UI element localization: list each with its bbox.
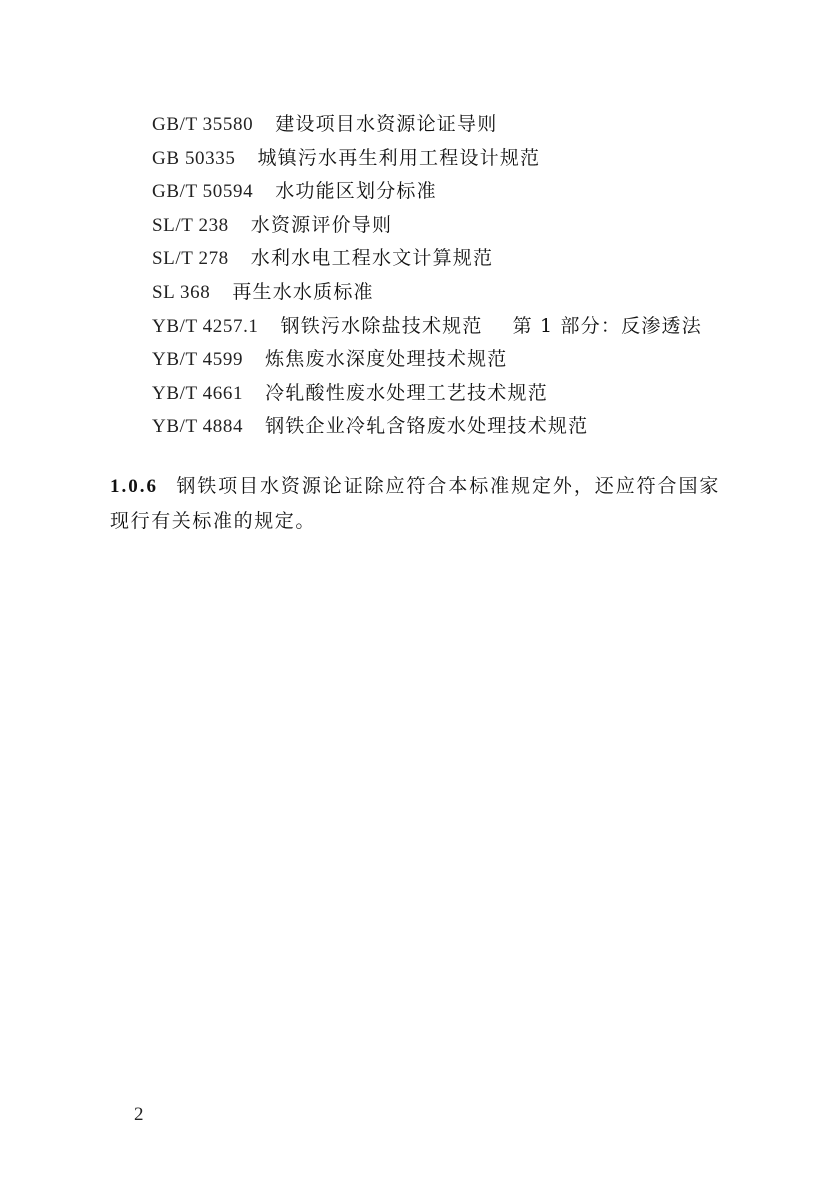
reference-code: GB/T 35580: [152, 114, 254, 135]
reference-item: [110, 310, 722, 344]
reference-code: SL/T 278: [152, 248, 229, 270]
reference-item: [110, 276, 722, 310]
clause-1-0-6: [110, 469, 720, 538]
reference-code: GB/T 50594: [152, 181, 254, 203]
reference-title: 水功能区划分标准: [275, 180, 437, 203]
reference-item: [110, 410, 722, 444]
reference-title: 水资源评价导则: [250, 213, 393, 236]
reference-item: [110, 377, 722, 411]
reference-title: 钢铁污水除盐技术规范: [280, 314, 483, 337]
reference-item: [110, 209, 722, 243]
reference-item: [110, 175, 722, 209]
reference-code: YB/T 4884: [152, 416, 244, 438]
reference-title: 城镇污水再生利用工程设计规范: [257, 146, 541, 169]
reference-item: [110, 108, 722, 142]
reference-title: 炼焦废水深度处理技术规范: [265, 348, 508, 371]
reference-code: SL 368: [152, 281, 211, 303]
reference-title: 冷轧酸性废水处理工艺技术规范: [265, 381, 548, 404]
reference-item: [110, 242, 722, 276]
reference-title: 再生水水质标准: [232, 280, 374, 303]
page-number: 2: [134, 1104, 144, 1125]
normative-reference-list: [110, 108, 722, 444]
reference-code: SL/T 238: [152, 214, 229, 236]
clause-number: 1.0.6: [110, 476, 158, 497]
reference-code: GB 50335: [152, 147, 236, 169]
reference-code: YB/T 4599: [152, 349, 244, 371]
reference-title: 钢铁企业冷轧含铬废水处理技术规范: [265, 415, 589, 438]
reference-item: [110, 343, 722, 377]
reference-title: 水利水电工程水文计算规范: [250, 247, 494, 270]
reference-item: [110, 142, 722, 176]
reference-part: 第 1 部分：反渗透法: [512, 314, 702, 337]
clause-text: 钢铁项目水资源论证除应符合本标准规定外，还应符合国家现行有关标准的规定。: [110, 475, 720, 532]
reference-code: YB/T 4661: [152, 382, 244, 404]
reference-code: YB/T 4257.1: [152, 315, 259, 337]
reference-title: 建设项目水资源论证导则: [275, 113, 498, 135]
